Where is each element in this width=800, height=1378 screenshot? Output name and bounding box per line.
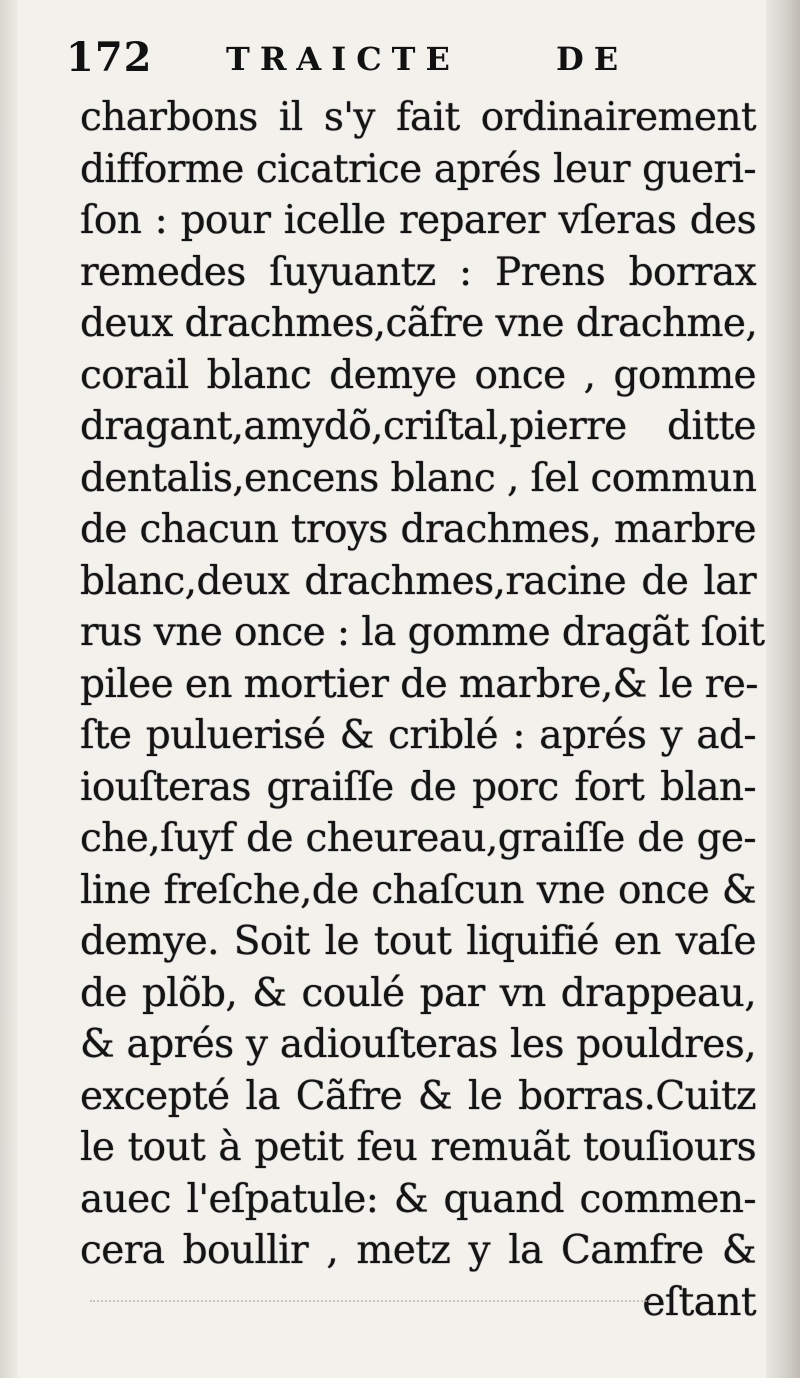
text-line: difforme cicatrice aprés leur gueri- xyxy=(80,146,756,192)
body-text xyxy=(80,92,770,1328)
text-line: line freſche,de chaſcun vne once & xyxy=(80,867,756,913)
text-line: blanc,deux drachmes,racine de lar xyxy=(80,558,756,604)
text-line: charbons il s'y fait ordinairement xyxy=(80,95,756,140)
page-left-edge xyxy=(0,0,18,1378)
catchword: eſtant xyxy=(642,1279,756,1325)
text-line: iouſteras graiſſe de porc fort blan- xyxy=(80,764,756,810)
text-line: le tout à petit feu remuãt touſiours xyxy=(80,1125,756,1170)
text-line: & aprés y adiouſteras les pouldres, xyxy=(80,1022,756,1067)
page-header xyxy=(66,26,756,86)
text-line: pilee en mortier de marbre,& le re- xyxy=(80,661,758,707)
text-line: de plõb, & coulé par vn drappeau, xyxy=(80,970,756,1016)
text-line: demye. Soit le tout liquifié en vaſe xyxy=(80,919,756,964)
text-line: corail blanc demye once , gomme xyxy=(80,352,756,398)
text-line: che,ſuyf de cheureau,graiſſe de ge- xyxy=(80,816,756,861)
text-line: rus vne once : la gomme dragãt ſoit xyxy=(80,610,765,655)
page-number: 172 xyxy=(66,34,153,81)
text-line: dragant,amydõ,criſtal,pierre ditte xyxy=(80,404,756,449)
text-line: auec l'eſpatule: & quand commen- xyxy=(80,1176,756,1222)
running-head-right: DE xyxy=(556,40,629,78)
text-line: deux drachmes,cãfre vne drachme, xyxy=(80,301,758,346)
text-line: de chacun troys drachmes, marbre xyxy=(80,507,756,552)
text-line: ſte puluerisé & criblé : aprés y ad- xyxy=(80,713,756,758)
text-line: ſon : pour icelle reparer vſeras des xyxy=(80,198,756,243)
page-gutter-edge xyxy=(766,0,800,1378)
running-head-left: TRAICTE xyxy=(226,40,460,78)
bleed-through-marks xyxy=(90,1300,650,1312)
text-line: excepté la Cãfre & le borras.Cuitz xyxy=(80,1073,756,1119)
text-line: remedes ſuyuantz : Prens borrax xyxy=(80,249,756,295)
text-line: cera boullir , metz y la Camfre & xyxy=(80,1228,756,1273)
text-line: dentalis,encens blanc , ſel commun xyxy=(80,455,757,501)
